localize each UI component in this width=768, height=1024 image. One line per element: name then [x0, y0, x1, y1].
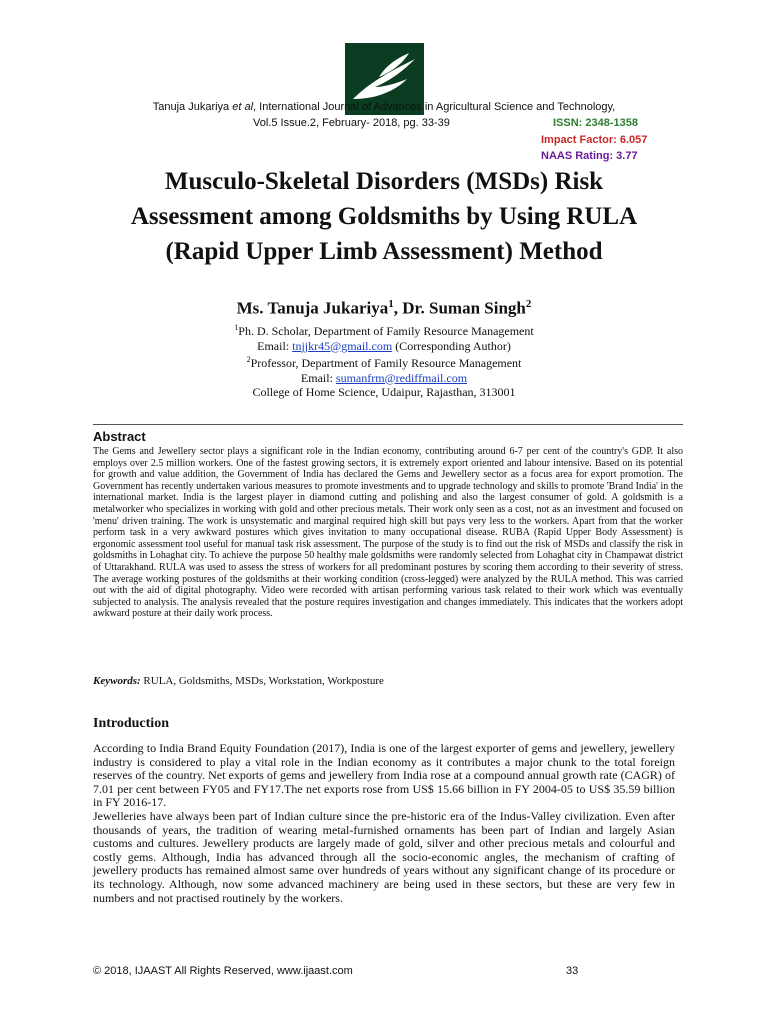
abstract-text: The Gems and Jewellery sector plays a significant role in the Indian economy, contributing around 6-7 per cent of the country's GDP. It also employs over 2.5 million workers. One of the fastest growing sectors, it is extremely export oriented and labour intensive. Based on its potential for growth and value addition, the Government of India has declared the Gems and Jewellery sector as a focus area for export promotion. The Government has recently undertaken various measures to promote investments and to upgrade technology and skills to promote 'Brand India' in the international market. India is the largest player in diamond cutting and polishing and also the largest consumer of gold. A goldsmith is a metalworker who specializes in working with gold and other precious metals. Their work only seen as a cost, not as an investment and focused on 'menu' driven training. The work is unsystematic and marginal required high skill but pays very less to the workers. Apart from that the worker perform task in a very awkward postures which gives invitation to many occupational disease. RUBA (Rapid Upper Body Assessment) is ergonomic assessment tool useful for manual task risk assessment. The purpose of the study is to find out the risk of MSDs and classify the risk in goldsmiths in Lohaghat city. To achieve the purpose 50 healthy male goldsmiths were randomly selected from Lohaghat city in Champawat district of Uttarakhand. RULA was used to assess the stress of workers for all predominant postures by scoring them according to their severity of stress. The average working postures of the goldsmiths at their working condition (cross-legged) were analyzed by the RULA method. This was carried out with the aid of digital photography. Video were recorded with artisan performing various task related to their work which was eventually subjected to analysis. The analysis revealed that the posture requires investigation and changes immediately. This indicates that the workers adopt awkward posture at their daily work process. [93, 446, 683, 620]
affiliations: $^1$Ph. D. Scholar, Department of Family Resource Management Email: tnjjkr45@gmail.com (Corresponding Author) $^2$Professor, Department of Family Resource Management Email: sumanfrm@rediffmail.com College of Home Science, Udaipur, Rajasthan, 313001 [234, 323, 534, 399]
introduction-heading: Introduction [93, 716, 169, 731]
issn-label: ISSN: 2348-1358 [553, 117, 638, 129]
intro-paragraph-2: Jewelleries have always been part of Indian culture since the pre-historic era of the Indus-Valley civilization. Even after thousands of years, the tradition of wearing metal-furnished ornaments has been part of Indian and largely Asian customs and cultures. Jewellery products are largely made of gold, silver and other precious metals and colourful and costly gems. Although, India has advanced through all the socio-economic angles, the mechanism of crafting of jewellery products has remained almost same over hundreds of years without any significant change of its procedure or its technology. Although, now some advanced machinery are being used in these sectors, but these are very few in numbers and not practised routinely by the workers. [93, 808, 675, 905]
abstract-heading: Abstract [93, 429, 146, 444]
email-link-1[interactable]: tnjjkr45@gmail.com [292, 338, 393, 353]
intro-paragraph-1: According to India Brand Equity Foundation (2017), India is one of the largest exporter of gems and jewellery, jewellery industry is considered to play a vital role in the Indian economy as it contributes a major chunk to the total foreign reserves of the country. Net exports of gems and jewellery from India rose at a compound annual growth rate (CAGR) of 7.01 per cent between FY05 and FY17.The net exports rose from US$ 15.66 billion in FY 2004-05 to US$ 35.59 billion in FY 2016-17. [93, 741, 675, 810]
volume-issue: Vol.5 Issue.2, February- 2018, pg. 33-39 [253, 117, 450, 129]
page-number: 33 [566, 965, 579, 977]
keywords: Keywords: RULA, Goldsmiths, MSDs, Workstation, Workposture [93, 675, 384, 687]
introduction-body [93, 742, 675, 905]
paper-title: Musculo-Skeletal Disorders (MSDs) Risk Assessment among Goldsmiths by Using RULA (Rapid Upper Limb Assessment) Method [130, 168, 638, 265]
naas-rating: NAAS Rating: 3.77 [541, 150, 638, 162]
author-2: Dr. Suman Singh [402, 298, 526, 318]
author-list: Ms. Tanuja Jukariya$^1$, Dr. Suman Singh$^2$ [236, 298, 532, 318]
author-1: Ms. Tanuja Jukariya [236, 298, 389, 318]
email-link-2[interactable]: sumanfrm@rediffmail.com [335, 370, 468, 385]
footer-copyright: © 2018, IJAAST All Rights Reserved, www.ijaast.com [93, 965, 353, 977]
journal-citation: Tanuja Jukariya et al, International Journal of Advances in Agricultural Science and Technology, [152, 101, 616, 113]
section-divider [93, 424, 683, 425]
impact-factor: Impact Factor: 6.057 [541, 134, 648, 146]
